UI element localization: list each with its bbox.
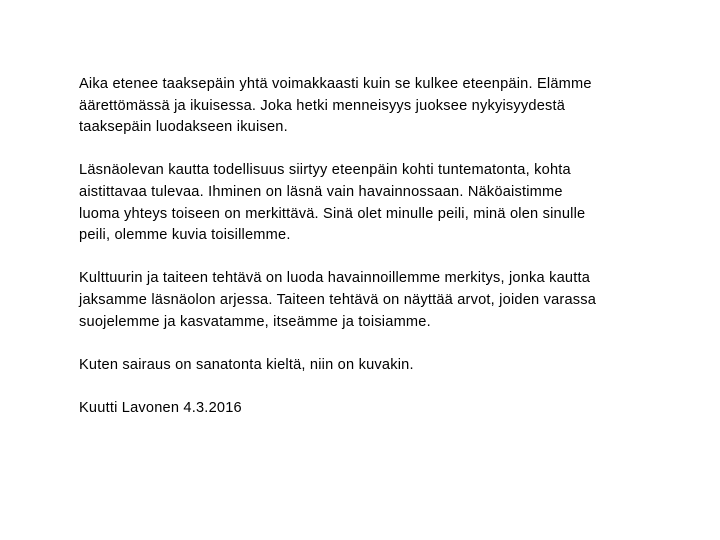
paragraph-time: Aika etenee taaksepäin yhtä voimakkaasti kuin se kulkee eteenpäin. Elämme äärettömässä ja ikuisessa. Joka hetki menneisyys juoksee nykyisyydestä taaksepäin luodakseen ikuisen. — [79, 76, 592, 136]
paragraph-culture-art: Kulttuurin ja taiteen tehtävä on luoda havainnoillemme merkitys, jonka kautta jaksamme läsnäolon arjessa. Taiteen tehtävä on näyttää arvot, joiden varassa suojelemme ja kasvatamme, itseämme ja toisiamme. — [79, 270, 597, 330]
author-signature-line: Kuutti Lavonen 4.3.2016 — [79, 399, 242, 416]
text-body — [79, 74, 659, 420]
paragraph-presence: Läsnäolevan kautta todellisuus siirtyy eteenpäin kohti tuntematonta, kohta aistittavaa tulevaa. Ihminen on läsnä vain havainnossaan. Näköaistimme luoma yhteys toiseen on merkittävä. Sinä olet minulle peili, minä olen sinulle peili, olemme kuvia toisillemme. — [79, 162, 586, 244]
paragraph-illness-image: Kuten sairaus on sanatonta kieltä, niin on kuvakin. — [79, 356, 414, 373]
